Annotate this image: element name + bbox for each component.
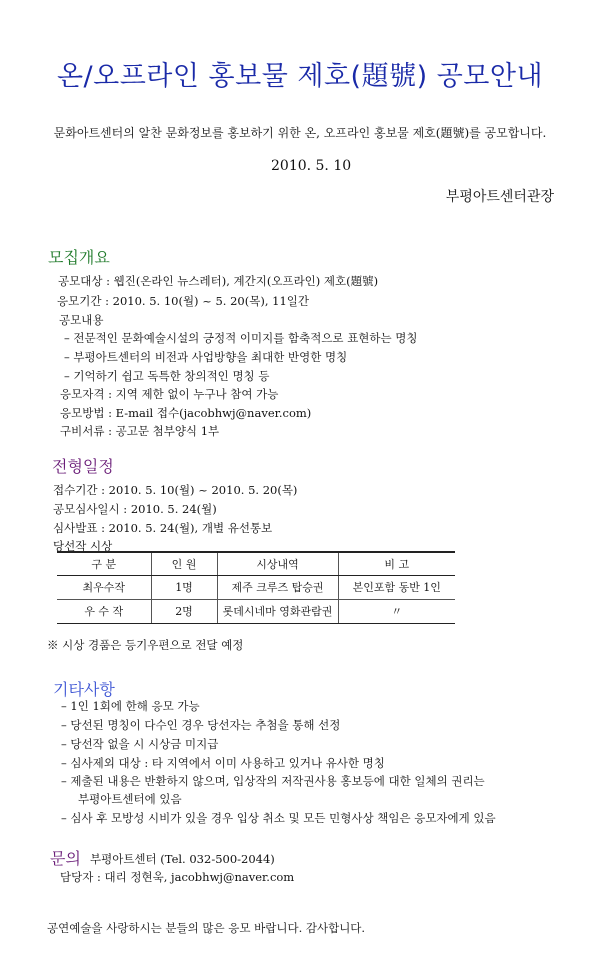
table-row xyxy=(57,575,455,599)
schedule-heading: 전형일정 xyxy=(52,457,114,476)
table-cell: 우 수 작 xyxy=(57,599,151,623)
misc-item: – 심사제외 대상 : 타 지역에서 이미 사용하고 있거나 유사한 명칭 xyxy=(61,756,385,770)
table-cell: 1명 xyxy=(151,575,217,599)
intro-text: 문화아트센터의 알찬 문화정보를 홍보하기 위한 온, 오프라인 홍보물 제호(題號)를 공모합니다. xyxy=(53,126,547,140)
table-cell: 본인포함 동반 1인 xyxy=(338,575,455,599)
table-cell: 롯데시네마 영화관람권 xyxy=(217,599,338,623)
table-row xyxy=(57,599,455,623)
overview-item: 응모자격 : 지역 제한 없이 누구나 참여 가능 xyxy=(60,387,279,401)
misc-item: – 당선된 명칭이 다수인 경우 당선자는 추첨을 통해 선정 xyxy=(61,718,341,732)
misc-item: – 제출된 내용은 반환하지 않으며, 입상작의 저작권사용 홍보등에 대한 일체의 권리는 xyxy=(61,774,485,788)
page-title: 온/오프라인 홍보물 제호(題號) 공모안내 xyxy=(56,61,544,92)
misc-heading: 기타사항 xyxy=(53,680,115,699)
schedule-item: 당선작 시상 xyxy=(53,539,113,553)
table-cell: 최우수작 xyxy=(57,575,151,599)
table-cell: 2명 xyxy=(151,599,217,623)
column-header: 시상내역 xyxy=(217,552,338,575)
prize-table xyxy=(57,551,455,624)
table-header-row xyxy=(57,552,455,575)
column-header: 인 원 xyxy=(151,552,217,575)
table-cell: 제주 크루즈 탑승권 xyxy=(217,575,338,599)
misc-item: – 심사 후 모방성 시비가 있을 경우 입상 취소 및 모든 민형사상 책임은 응모자에게 있음 xyxy=(61,811,496,825)
issuer: 부평아트센터관장 xyxy=(445,189,554,205)
contact-person: 담당자 : 대리 정현욱, jacobhwj@naver.com xyxy=(60,870,295,884)
column-header: 구 분 xyxy=(57,552,151,575)
overview-item: 공모내용 xyxy=(59,313,104,327)
contact-heading: 문의 xyxy=(50,849,81,868)
table-cell: 〃 xyxy=(338,599,455,623)
overview-item: 구비서류 : 공고문 첨부양식 1부 xyxy=(60,424,220,438)
schedule-item: 심사발표 : 2010. 5. 24(월), 개별 유선통보 xyxy=(53,521,273,535)
overview-item: 응모기간 : 2010. 5. 10(월) ~ 5. 20(목), 11일간 xyxy=(57,294,309,308)
overview-item: – 부평아트센터의 비전과 사업방향을 최대한 반영한 명칭 xyxy=(64,350,348,364)
overview-item: – 기억하기 쉽고 독특한 창의적인 명칭 등 xyxy=(64,369,270,383)
overview-heading: 모집개요 xyxy=(48,248,110,267)
contact-org: 부평아트센터 (Tel. 032-500-2044) xyxy=(90,852,275,866)
column-header: 비 고 xyxy=(338,552,455,575)
misc-item: – 당선작 없을 시 시상금 미지급 xyxy=(61,737,219,751)
misc-item: 부평아트센터에 있음 xyxy=(78,792,182,806)
schedule-item: 접수기간 : 2010. 5. 10(월) ~ 2010. 5. 20(목) xyxy=(53,483,298,497)
overview-item: – 전문적인 문화예술시설의 긍정적 이미지를 함축적으로 표현하는 명칭 xyxy=(64,331,418,345)
overview-item: 응모방법 : E-mail 접수(jacobhwj@naver.com) xyxy=(60,406,312,420)
notice-date: 2010. 5. 10 xyxy=(271,158,352,174)
misc-item: – 1인 1회에 한해 응모 가능 xyxy=(61,699,200,713)
closing-text: 공연예술을 사랑하시는 분들의 많은 응모 바랍니다. 감사합니다. xyxy=(47,921,366,935)
overview-item: 공모대상 : 웹진(온라인 뉴스레터), 계간지(오프라인) 제호(題號) xyxy=(58,274,379,288)
schedule-item: 공모심사일시 : 2010. 5. 24(월) xyxy=(53,502,217,516)
prize-note: ※ 시상 경품은 등기우편으로 전달 예정 xyxy=(47,638,244,652)
